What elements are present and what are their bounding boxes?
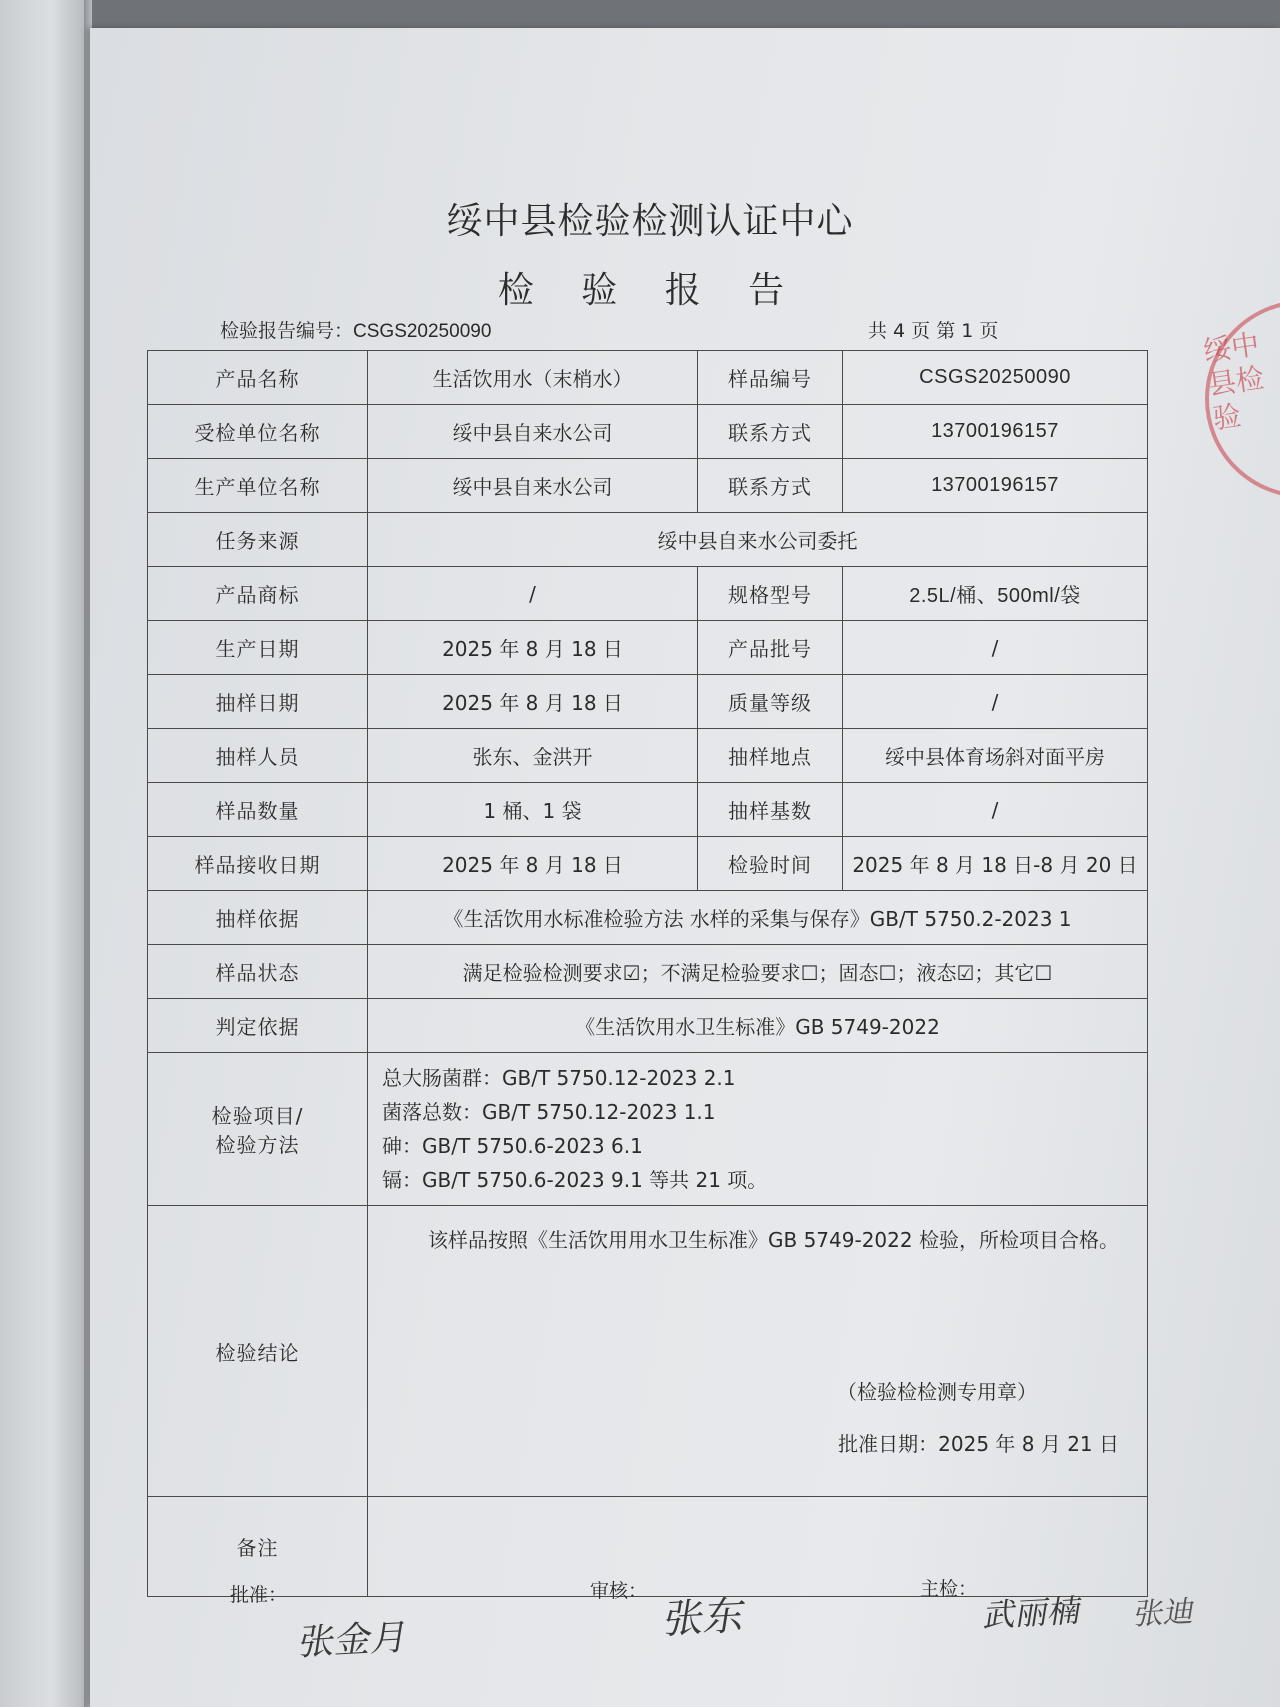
methods-label (148, 1053, 368, 1206)
report-number-value: CSGS20250090 (353, 321, 492, 342)
table-row (148, 351, 1148, 405)
sampling-date-label: 抽样日期 (148, 675, 368, 729)
quality-grade-value: / (843, 675, 1148, 729)
conclusion-label: 检验结论 (148, 1206, 368, 1497)
sampler-value: 张东、金洪开 (368, 729, 698, 783)
judgement-basis-value: 《生活饮用水卫生标准》GB 5749-2022 (368, 999, 1148, 1053)
review-signature: 张东 (660, 1592, 749, 1644)
table-row (148, 675, 1148, 729)
co-inspector-signature: 张迪 (1131, 1594, 1198, 1633)
conclusion-text: 该样品按照《生活饮用用水卫生标准》GB 5749-2022 检验，所检项目合格。 (428, 1228, 1119, 1252)
approve-label: 批准： (230, 1584, 288, 1606)
trademark-value: / (368, 567, 698, 621)
quantity-label: 样品数量 (148, 783, 368, 837)
conclusion-cell (368, 1206, 1148, 1497)
product-name-label: 产品名称 (148, 351, 368, 405)
spec-label: 规格型号 (698, 567, 843, 621)
org-title: 绥中县检验检测认证中心 (446, 201, 854, 242)
contact-value: 13700196157 (843, 405, 1148, 459)
table-row (148, 1497, 1148, 1597)
batch-value: / (843, 621, 1148, 675)
methods-label-line2: 检验方法 (215, 1133, 300, 1157)
sampling-place-label: 抽样地点 (698, 729, 843, 783)
method-line: 菌落总数：GB/T 5750.12-2023 1.1 (382, 1100, 716, 1124)
report-number-label: 检验报告编号： (220, 320, 354, 342)
table-row (148, 945, 1148, 999)
sample-no-label: 样品编号 (698, 351, 843, 405)
sample-no-value: CSGS20250090 (843, 351, 1148, 405)
table-row (148, 837, 1148, 891)
quality-grade-label: 质量等级 (698, 675, 843, 729)
contact-label: 联系方式 (698, 405, 843, 459)
table-row (148, 513, 1148, 567)
production-date-label: 生产日期 (148, 621, 368, 675)
approve-signature: 张金月 (295, 1617, 412, 1664)
approval-date: 批准日期：2025 年 8 月 21 日 (838, 1432, 1119, 1456)
task-source-value: 绥中县自来水公司委托 (368, 513, 1148, 567)
producer-contact-label: 联系方式 (698, 459, 843, 513)
production-date-value: 2025 年 8 月 18 日 (368, 621, 698, 675)
trademark-label: 产品商标 (148, 567, 368, 621)
sampling-basis-value: 《生活饮用水标准检验方法 水样的采集与保存》GB/T 5750.2-2023 1 (368, 891, 1148, 945)
producer-label: 生产单位名称 (148, 459, 368, 513)
sampling-date-value: 2025 年 8 月 18 日 (368, 675, 698, 729)
table-row (148, 1053, 1148, 1206)
sampling-basis-label: 抽样依据 (148, 891, 368, 945)
batch-label: 产品批号 (698, 621, 843, 675)
table-row (148, 567, 1148, 621)
remarks-label: 备注 (148, 1497, 368, 1597)
table-row (148, 1206, 1148, 1497)
sample-state-label: 样品状态 (148, 945, 368, 999)
sampling-base-value: / (843, 783, 1148, 837)
method-line: 镉：GB/T 5750.6-2023 9.1 等共 21 项。 (382, 1168, 768, 1192)
method-line: 总大肠菌群：GB/T 5750.12-2023 2.1 (382, 1066, 736, 1090)
report-table (147, 350, 1148, 1597)
conclusion-box (368, 1206, 1147, 1496)
sampler-label: 抽样人员 (148, 729, 368, 783)
received-date-value: 2025 年 8 月 18 日 (368, 837, 698, 891)
sample-state-value: 满足检验检测要求☑；不满足检验要求☐；固态☐；液态☑；其它☐ (368, 945, 1148, 999)
seal-note: （检验检检测专用章） (837, 1380, 1037, 1404)
producer-value: 绥中县自来水公司 (368, 459, 698, 513)
task-source-label: 任务来源 (148, 513, 368, 567)
table-row (148, 999, 1148, 1053)
product-name-value: 生活饮用水（末梢水） (368, 351, 698, 405)
received-date-label: 样品接收日期 (148, 837, 368, 891)
producer-contact-value: 13700196157 (843, 459, 1148, 513)
table-row (148, 783, 1148, 837)
methods-list (368, 1053, 1148, 1206)
table-row (148, 621, 1148, 675)
stamp-text: 绥中县检验 (1201, 327, 1267, 436)
main-inspector-label: 主检： (920, 1578, 978, 1600)
table-row (148, 891, 1148, 945)
sampling-base-label: 抽样基数 (698, 783, 843, 837)
left-page-edge (0, 0, 86, 1707)
test-time-value: 2025 年 8 月 18 日-8 月 20 日 (843, 837, 1148, 891)
table-row (148, 405, 1148, 459)
page-count: 共 4 页 第 1 页 (868, 320, 999, 342)
report-title: 检 验 报 告 (497, 270, 803, 311)
test-time-label: 检验时间 (698, 837, 843, 891)
table-row (148, 729, 1148, 783)
main-inspector-signature: 武丽楠 (981, 1591, 1085, 1635)
report-number (220, 316, 491, 343)
sampling-place-value: 绥中县体育场斜对面平房 (843, 729, 1148, 783)
judgement-basis-label: 判定依据 (148, 999, 368, 1053)
methods-label-line1: 检验项目/ (211, 1104, 304, 1128)
quantity-value: 1 桶、1 袋 (368, 783, 698, 837)
inspected-unit-label: 受检单位名称 (148, 405, 368, 459)
table-row (148, 459, 1148, 513)
inspected-unit-value: 绥中县自来水公司 (368, 405, 698, 459)
review-label: 审核： (590, 1580, 648, 1602)
remarks-value (368, 1497, 1148, 1597)
method-line: 砷：GB/T 5750.6-2023 6.1 (382, 1134, 643, 1158)
spec-value: 2.5L/桶、500ml/袋 (843, 567, 1148, 621)
